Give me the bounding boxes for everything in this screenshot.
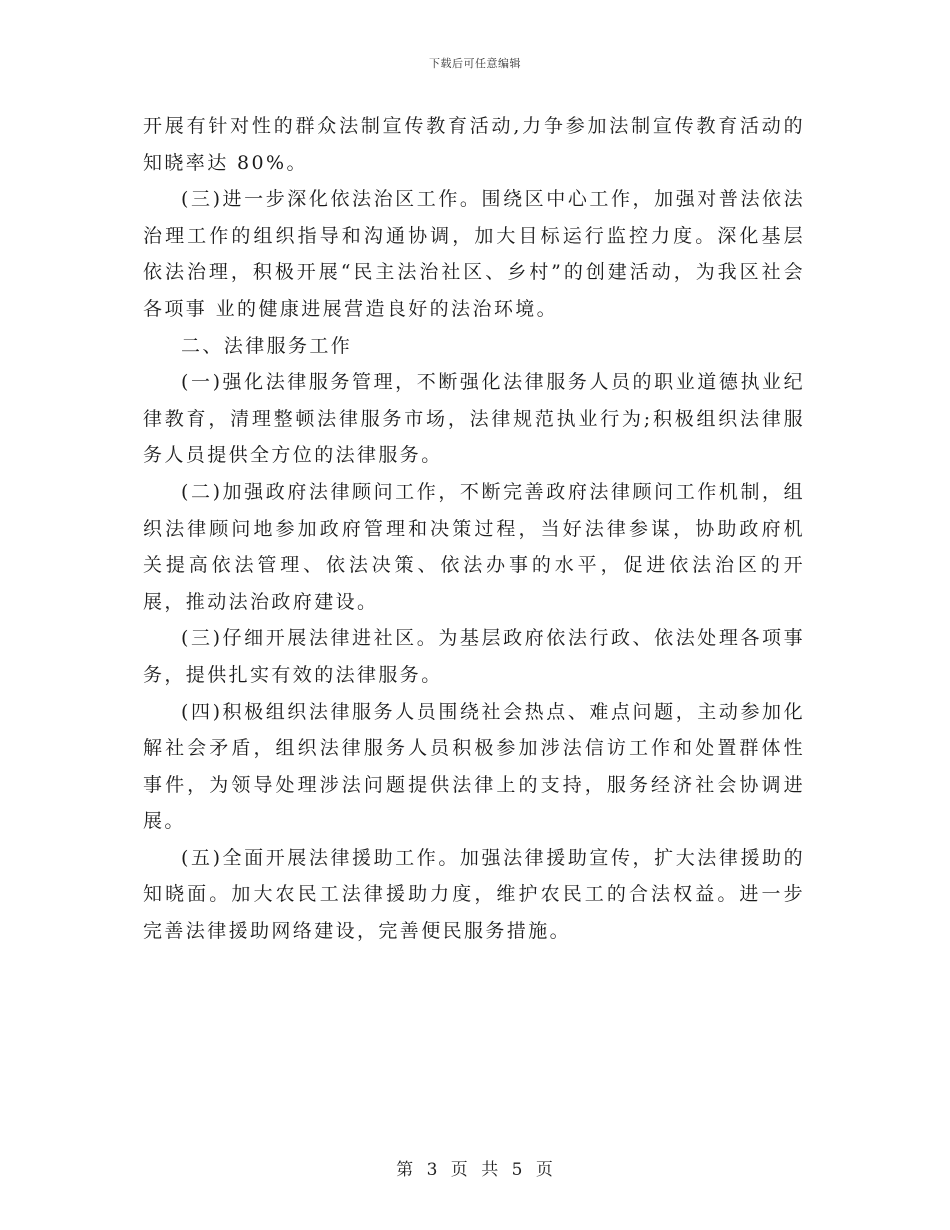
paragraph-rule-of-law: (三)进一步深化依法治区工作。围绕区中心工作，加强对普法依法治理工作的组织指导和沟通协调，加大目标运行监控力度。深化基层依法治理，积极开展“民主法治社区、乡村”的创建活动，为我区社会各项事 业的健康进展营造良好的法治环境。 (143, 188, 805, 320)
paragraph-legal-aid: (五)全面开展法律援助工作。加强法律援助宣传，扩大法律援助的知晓面。加大农民工法律援助力度，维护农民工的合法权益。进一步完善法律援助网络建设，完善便民服务措施。 (143, 846, 805, 943)
section-heading-legal-services: 二、法律服务工作 (181, 334, 353, 357)
paragraph-social-issues: (四)积极组织法律服务人员围绕社会热点、难点问题，主动参加化解社会矛盾，组织法律服务人员积极参加涉法信访工作和处置群体性事件，为领导处理涉法问题提供法律上的支持，服务经济社会协调进展。 (143, 700, 805, 833)
document-body (143, 108, 805, 950)
page-header: 下载后可任意编辑 (429, 57, 521, 70)
paragraph-service-management: (一)强化法律服务管理，不断强化法律服务人员的职业道德执业纪律教育，清理整顿法律服务市场，法律规范执业行为;积极组织法律服务人员提供全方位的法律服务。 (143, 371, 805, 467)
page-number: 第 3 页 共 5 页 (396, 1160, 554, 1180)
paragraph-government-counsel: (二)加强政府法律顾问工作，不断完善政府法律顾问工作机制，组织法律顾问地参加政府管理和决策过程，当好法律参谋，协助政府机关提高依法管理、依法决策、依法办事的水平，促进依法治区的开展，推动法治政府建设。 (143, 480, 805, 613)
paragraph-continuation: 开展有针对性的群众法制宣传教育活动,力争参加法制宣传教育活动的知晓率达 80%。 (143, 115, 805, 174)
paragraph-community-services: (三)仔细开展法律进社区。为基层政府依法行政、依法处理各项事务，提供扎实有效的法律服务。 (143, 627, 805, 686)
